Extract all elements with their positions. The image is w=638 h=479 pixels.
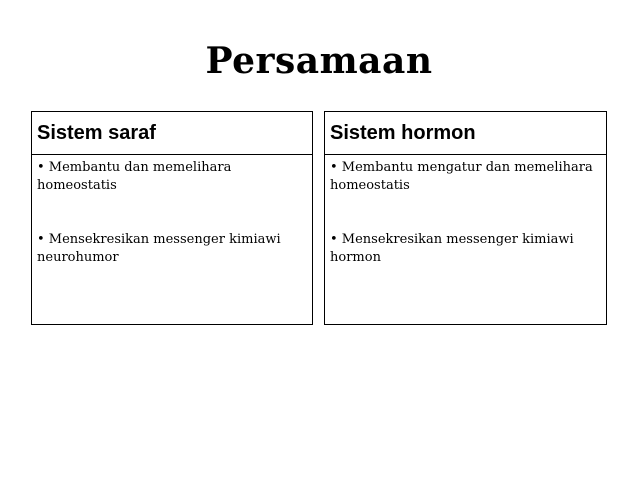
panel-heading: Sistem saraf (32, 112, 312, 155)
panel-body (32, 155, 312, 267)
bullet-point: • Membantu mengatur dan memelihara homeostatis (330, 160, 593, 193)
bullet-point: • Membantu dan memelihara homeostatis (37, 160, 232, 193)
panel-heading: Sistem hormon (325, 112, 606, 155)
panel-sistem-hormon (324, 111, 607, 325)
slide-title: Persamaan (205, 40, 433, 82)
bullet-point: • Mensekresikan messenger kimiawi neurohumor (37, 232, 281, 265)
panel-body (325, 155, 606, 267)
panel-sistem-saraf (31, 111, 313, 325)
bullet-point: • Mensekresikan messenger kimiawi hormon (330, 232, 574, 265)
